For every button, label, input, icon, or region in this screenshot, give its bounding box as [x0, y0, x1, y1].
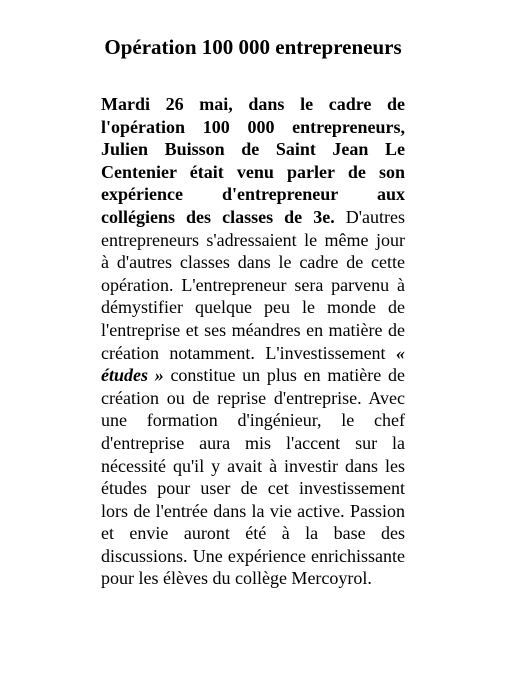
- article-lead: Mardi 26 mai, dans le cadre de l'opération 100 000 entrepreneurs, Julien Buisson de Saint Jean Le Centenier était venu parler de son expérience d'entrepreneur aux collégiens des classes de 3e.: [101, 94, 405, 227]
- article-title: Opération 100 000 entrepreneurs: [104, 35, 402, 59]
- article-body-part1: D'autres entrepreneurs s'adressaient le même jour à d'autres classes dans le cadre de cette opération. L'entrepreneur sera parvenu à démystifier quelque peu le monde de l'entreprise et ses méandres en matière de création notamment. L'investissement: [101, 206, 405, 363]
- article-body-part2: constitue un plus en matière de création ou de reprise d'entreprise. Avec une formation d'ingénieur, le chef d'entreprise aura mis l'accent sur la nécessité qu'il y avait à investir dans les études pour user de cet investissement lors de l'entrée dans la vie active. Passion et envie auront été à la base des discussions. Une expérience enrichissante pour les élèves du collège Mercoyrol.: [101, 365, 405, 589]
- article-body: [101, 93, 405, 590]
- article-emphasis: « études »: [101, 342, 405, 386]
